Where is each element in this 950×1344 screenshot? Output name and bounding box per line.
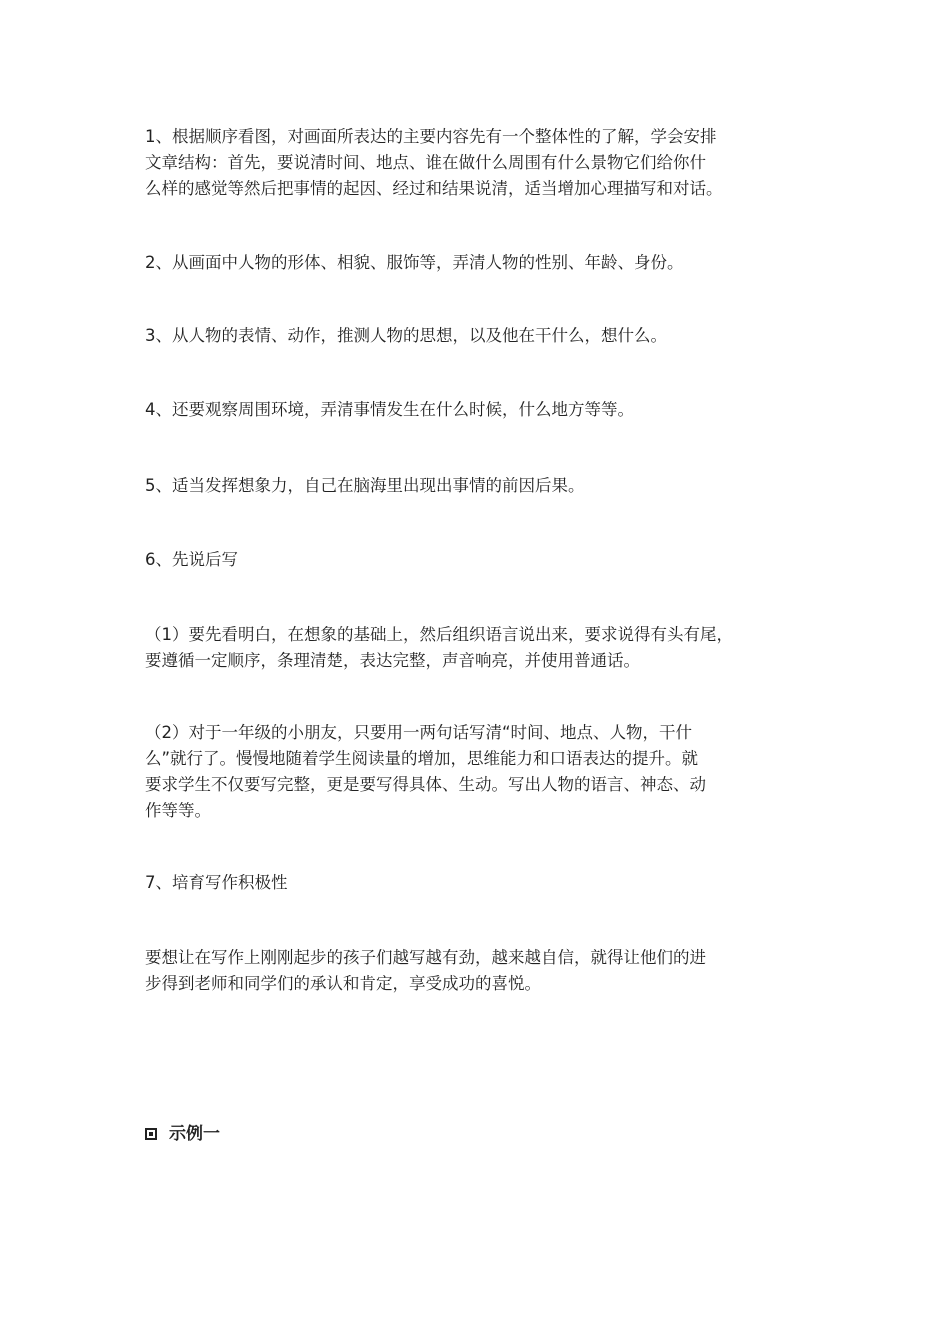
- paragraph-6-heading: 6、先说后写: [145, 550, 238, 569]
- section-heading: [145, 1120, 220, 1148]
- paragraph-3: 3、从人物的表情、动作，推测人物的思想，以及他在干什么，想什么。: [145, 326, 667, 345]
- paragraph-6-1: （1）要先看明白，在想象的基础上，然后组织语言说出来，要求说得有头有尾， 要遵循一定顺序，条理清楚，表达完整，声音响亮，并使用普通话。: [145, 625, 733, 670]
- paragraph-1: 1、根据顺序看图，对画面所表达的主要内容先有一个整体性的了解，学会安排 文章结构：首先，要说清时间、地点、谁在做什么周围有什么景物它们给你什 么样的感觉等然后把事情的起因、经过和结果说清，适当增加心理描写和对话。: [145, 127, 723, 198]
- square-bullet-icon: [145, 1128, 157, 1140]
- paragraph-2: 2、从画面中人物的形体、相貌、服饰等，弄清人物的性别、年龄、身份。: [145, 253, 684, 272]
- paragraph-4: 4、还要观察周围环境，弄清事情发生在什么时候，什么地方等等。: [145, 400, 634, 419]
- paragraph-7-heading: 7、培育写作积极性: [145, 873, 288, 892]
- section-title: 示例一: [169, 1124, 220, 1144]
- paragraph-6-2: （2）对于一年级的小朋友，只要用一两句话写清“时间、地点、人物，干什 么”就行了。慢慢地随着学生阅读量的增加，思维能力和口语表达的提升。就 要求学生不仅要写完整，更是要写得具体、生动。写出人物的语言、神态、动 作等等。: [145, 723, 706, 820]
- paragraph-7-body: 要想让在写作上刚刚起步的孩子们越写越有劲，越来越自信，就得让他们的进 步得到老师和同学们的承认和肯定，享受成功的喜悦。: [145, 948, 706, 993]
- paragraph-5: 5、适当发挥想象力，自己在脑海里出现出事情的前因后果。: [145, 476, 585, 495]
